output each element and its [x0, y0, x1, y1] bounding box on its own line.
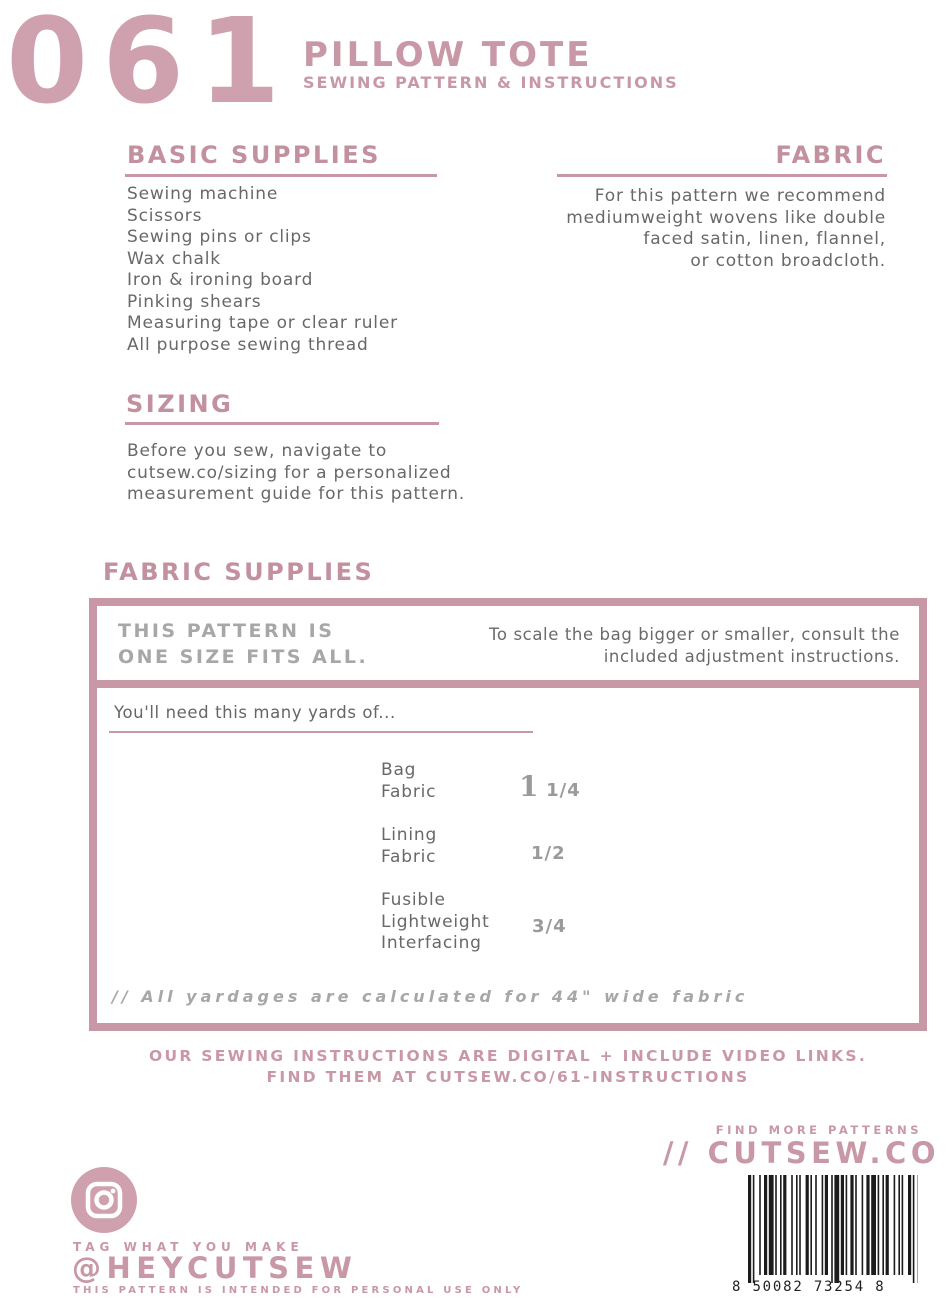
- fabric-label-line: Bag: [381, 760, 417, 780]
- fabric-label-line: Fabric: [381, 846, 437, 867]
- barcode-bar: [902, 1175, 904, 1275]
- barcode-bar: [748, 1175, 751, 1283]
- site-link[interactable]: // CUTSEW.CO: [662, 1136, 940, 1170]
- instructions-note: [0, 1046, 952, 1088]
- barcode-bar: [894, 1175, 896, 1275]
- instructions-line: FIND THEM AT CUTSEW.CO/61-INSTRUCTIONS: [266, 1068, 750, 1086]
- fabric-heading: FABRIC: [775, 141, 886, 169]
- basic-supplies-rule: [125, 174, 437, 177]
- fabric-rule: [557, 174, 887, 177]
- barcode-bar: [783, 1175, 786, 1275]
- instagram-icon[interactable]: [71, 1167, 137, 1233]
- yards-intro: You'll need this many yards of...: [114, 703, 396, 722]
- barcode-bar: [753, 1175, 755, 1283]
- fabric-recommendation: [566, 186, 886, 272]
- fabric-row-amount: [519, 770, 581, 803]
- barcode-number: 8 50082 73254 8: [732, 1279, 886, 1295]
- fabric-label-line: Fusible: [381, 890, 446, 910]
- basic-supplies-heading: BASIC SUPPLIES: [127, 141, 381, 169]
- fabric-label-line: Fabric: [381, 781, 437, 802]
- sizing-line: measurement guide for this pattern.: [127, 484, 466, 504]
- barcode-bar: [862, 1175, 864, 1275]
- barcode-bar: [834, 1175, 839, 1283]
- barcode-bar: [791, 1175, 793, 1275]
- barcode-bar: [825, 1175, 828, 1275]
- barcode-bar: [882, 1175, 884, 1275]
- instagram-handle[interactable]: @HEYCUTSEW: [72, 1251, 358, 1285]
- barcode-bar: [815, 1175, 817, 1275]
- barcode-bar: [886, 1175, 889, 1275]
- list-item: Sewing machine: [127, 184, 279, 204]
- barcode-bar: [796, 1175, 798, 1275]
- barcode-bar: [908, 1175, 911, 1275]
- list-item: Sewing pins or clips: [127, 227, 312, 247]
- fabric-row-label: [381, 825, 437, 868]
- barcode-bar: [871, 1175, 876, 1275]
- list-item: Iron & ironing board: [127, 270, 314, 290]
- barcode-bar: [806, 1175, 809, 1275]
- find-more-patterns: FIND MORE PATTERNS: [715, 1123, 922, 1137]
- scale-note-line: included adjustment instructions.: [603, 646, 900, 666]
- barcode-bar: [855, 1175, 857, 1275]
- yards-rule: [109, 731, 533, 733]
- fabric-box-divider: [89, 680, 927, 688]
- list-item: Scissors: [127, 205, 203, 226]
- one-size-note: [118, 618, 368, 670]
- barcode-bar: [822, 1175, 824, 1275]
- sizing-line: cutsew.co/sizing for a personalized: [127, 462, 452, 483]
- barcode-bar: [846, 1175, 848, 1275]
- yardage-note: // All yardages are calculated for 44" wide fabric: [112, 987, 749, 1006]
- barcode-bar: [799, 1175, 801, 1275]
- fabric-label-line: Lightweight: [381, 911, 490, 932]
- instagram-glyph: [71, 1167, 137, 1233]
- barcode-bar: [759, 1175, 761, 1275]
- fabric-row-amount: 3/4: [532, 916, 567, 937]
- fabric-line: mediumweight wovens like double: [566, 207, 886, 228]
- fabric-line: faced satin, linen, flannel,: [643, 229, 886, 249]
- scale-note: [489, 624, 900, 667]
- tag-label: TAG WHAT YOU MAKE: [73, 1240, 304, 1254]
- amount-whole: 1: [519, 770, 540, 803]
- amount-fraction: 1/4: [546, 780, 581, 801]
- barcode-bar: [810, 1175, 812, 1275]
- fabric-line: or cotton broadcloth.: [690, 250, 886, 271]
- barcode-bar: [878, 1175, 880, 1275]
- barcode: [748, 1175, 918, 1283]
- one-size-line: ONE SIZE FITS ALL.: [118, 646, 369, 668]
- sizing-line: Before you sew, navigate to: [127, 441, 388, 461]
- barcode-bar: [769, 1175, 774, 1275]
- pattern-title: PILLOW TOTE: [303, 35, 593, 75]
- pattern-subtitle: SEWING PATTERN & INSTRUCTIONS: [303, 73, 679, 92]
- barcode-bar: [841, 1175, 844, 1275]
- list-item: All purpose sewing thread: [127, 334, 369, 355]
- pattern-number: 061: [6, 0, 295, 130]
- instructions-line: OUR SEWING INSTRUCTIONS ARE DIGITAL + INCLUDE VIDEO LINKS.: [148, 1047, 868, 1065]
- fabric-row-label: [381, 890, 490, 955]
- barcode-bar: [866, 1175, 869, 1275]
- barcode-bar: [913, 1175, 915, 1283]
- fabric-row-amount: 1/2: [531, 843, 566, 864]
- barcode-bar: [831, 1175, 833, 1283]
- fabric-supplies-heading: FABRIC SUPPLIES: [103, 558, 375, 586]
- supplies-list: [127, 184, 398, 356]
- barcode-bar: [850, 1175, 853, 1275]
- scale-note-line: To scale the bag bigger or smaller, consult the: [489, 625, 900, 644]
- fabric-line: For this pattern we recommend: [594, 186, 886, 206]
- list-item: Measuring tape or clear ruler: [127, 313, 398, 333]
- sizing-text: [127, 441, 465, 506]
- barcode-bar: [898, 1175, 900, 1275]
- sizing-heading: SIZING: [126, 390, 234, 418]
- fabric-row-label: [381, 760, 436, 803]
- one-size-line: THIS PATTERN IS: [118, 620, 335, 642]
- barcode-bar: [780, 1175, 782, 1275]
- fabric-label-line: Lining: [381, 825, 438, 845]
- list-item: Wax chalk: [127, 248, 221, 269]
- barcode-bar: [775, 1175, 777, 1275]
- fabric-label-line: Interfacing: [381, 933, 482, 953]
- sizing-rule: [125, 422, 439, 425]
- personal-use-note: THIS PATTERN IS INTENDED FOR PERSONAL USE ONLY: [73, 1285, 524, 1296]
- barcode-bar: [764, 1175, 767, 1275]
- list-item: Pinking shears: [127, 291, 262, 312]
